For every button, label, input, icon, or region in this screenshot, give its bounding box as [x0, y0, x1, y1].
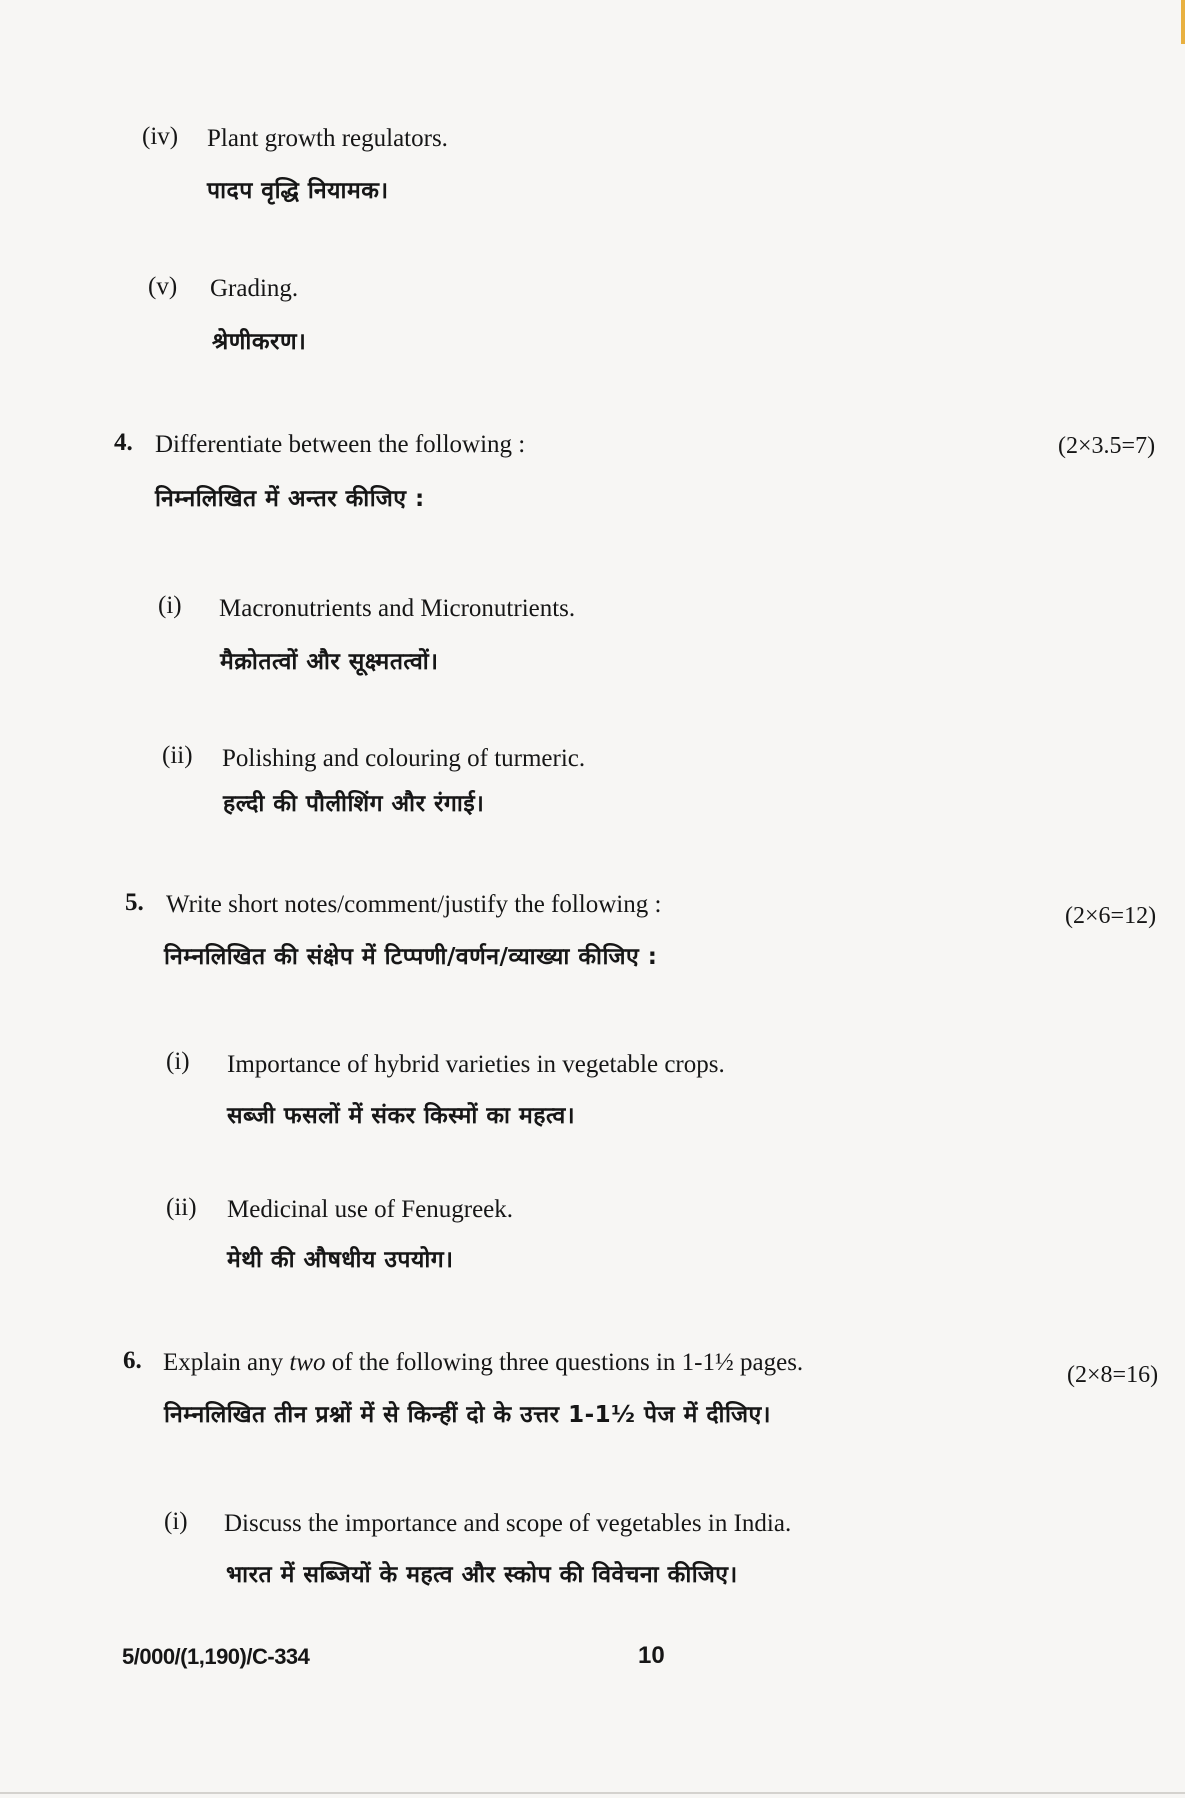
subitem-text-english: Grading. — [210, 275, 299, 302]
subitem-number: (ii) — [162, 742, 193, 769]
subitem-text-hindi: पादप वृद्धि नियामक। — [207, 178, 389, 204]
subitem-number: (i) — [158, 592, 182, 619]
subitem-number: (i) — [166, 1048, 190, 1075]
question-number: 5. — [125, 889, 144, 916]
subitem-text-hindi: मैक्रोतत्वों और सूक्ष्मतत्वों। — [220, 649, 439, 675]
page-bottom-edge — [0, 1792, 1185, 1794]
page-number: 10 — [638, 1642, 665, 1669]
subitem-text-english: Polishing and colouring of turmeric. — [222, 745, 586, 772]
subitem-number: (iv) — [142, 123, 179, 150]
question-text-part: of the following three questions in 1-1½ pages. — [325, 1349, 804, 1376]
question-text-hindi: निम्नलिखित तीन प्रश्नों में से किन्हीं दो के उत्तर 1-1½ पेज में दीजिए। — [164, 1402, 771, 1428]
question-marks: (2×3.5=7) — [1058, 433, 1156, 459]
question-text-part: Explain any — [163, 1349, 290, 1376]
question-text-english: Differentiate between the following : — [155, 431, 526, 458]
question-text-english — [163, 1348, 803, 1378]
question-marks: (2×8=16) — [1067, 1362, 1159, 1388]
question-text-emphasis: two — [289, 1349, 326, 1376]
subitem-text-hindi: मेथी की औषधीय उपयोग। — [227, 1247, 454, 1273]
subitem-number: (ii) — [166, 1194, 197, 1221]
subitem-text-english: Importance of hybrid varieties in vegetable crops. — [227, 1051, 725, 1078]
subitem-text-hindi: श्रेणीकरण। — [212, 329, 307, 355]
question-text-hindi: निम्नलिखित की संक्षेप में टिप्पणी/वर्णन/व्याख्या कीजिए : — [164, 944, 658, 970]
subitem-text-english: Macronutrients and Micronutrients. — [219, 595, 576, 622]
subitem-text-english: Plant growth regulators. — [207, 125, 448, 152]
subitem-number: (v) — [148, 273, 178, 300]
question-number: 4. — [114, 429, 133, 456]
paper-code: 5/000/(1,190)/C-334 — [122, 1644, 310, 1669]
subitem-text-hindi: सब्जी फसलों में संकर किस्मों का महत्व। — [227, 1103, 576, 1129]
subitem-number: (i) — [164, 1508, 188, 1535]
question-text-english: Write short notes/comment/justify the following : — [166, 891, 662, 918]
question-number: 6. — [123, 1347, 142, 1374]
question-text-hindi: निम्नलिखित में अन्तर कीजिए : — [155, 486, 425, 512]
subitem-text-english: Discuss the importance and scope of vegetables in India. — [224, 1510, 792, 1537]
question-marks: (2×6=12) — [1065, 903, 1157, 929]
page-edge-mark — [1181, 0, 1185, 44]
subitem-text-hindi: भारत में सब्जियों के महत्व और स्कोप की विवेचना कीजिए। — [226, 1562, 738, 1588]
subitem-text-english: Medicinal use of Fenugreek. — [227, 1196, 514, 1223]
subitem-text-hindi: हल्दी की पौलीशिंग और रंगाई। — [223, 791, 485, 817]
